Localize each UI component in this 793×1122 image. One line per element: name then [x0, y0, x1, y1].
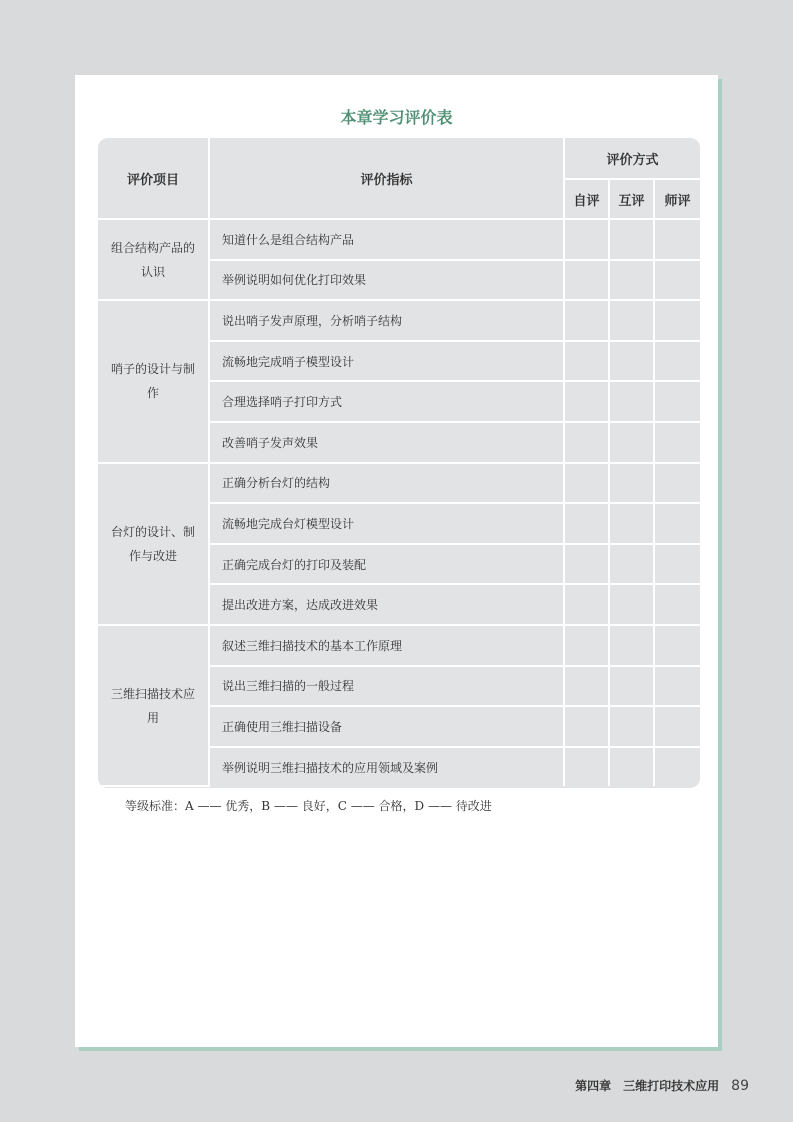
- self-score-cell[interactable]: [564, 747, 609, 787]
- peer-score-cell[interactable]: [609, 625, 654, 666]
- peer-score-cell[interactable]: [609, 666, 654, 707]
- self-score-cell[interactable]: [564, 625, 609, 666]
- self-score-cell[interactable]: [564, 584, 609, 625]
- header-method: 评价方式: [564, 138, 700, 179]
- evaluation-indicator: 流畅地完成哨子模型设计: [209, 341, 564, 382]
- self-score-cell[interactable]: [564, 463, 609, 504]
- evaluation-indicator: 知道什么是组合结构产品: [209, 219, 564, 260]
- table-row: [98, 625, 700, 666]
- footer-chapter: 第四章 三维打印技术应用: [575, 1079, 720, 1093]
- self-score-cell[interactable]: [564, 544, 609, 585]
- teacher-score-cell[interactable]: [654, 219, 700, 260]
- teacher-score-cell[interactable]: [654, 706, 700, 747]
- table-row: [98, 463, 700, 504]
- teacher-score-cell[interactable]: [654, 503, 700, 544]
- evaluation-item: 哨子的设计与制作: [98, 300, 209, 462]
- peer-score-cell[interactable]: [609, 463, 654, 504]
- evaluation-indicator: 合理选择哨子打印方式: [209, 381, 564, 422]
- page-number: 89: [731, 1078, 749, 1094]
- self-score-cell[interactable]: [564, 381, 609, 422]
- teacher-score-cell[interactable]: [654, 463, 700, 504]
- peer-score-cell[interactable]: [609, 544, 654, 585]
- evaluation-indicator: 举例说明如何优化打印效果: [209, 260, 564, 301]
- self-score-cell[interactable]: [564, 706, 609, 747]
- teacher-score-cell[interactable]: [654, 422, 700, 463]
- page-title: 本章学习评价表: [340, 108, 453, 127]
- teacher-score-cell[interactable]: [654, 747, 700, 787]
- evaluation-indicator: 提出改进方案，达成改进效果: [209, 584, 564, 625]
- header-self: 自评: [564, 179, 609, 219]
- evaluation-table-container: [98, 138, 700, 788]
- peer-score-cell[interactable]: [609, 341, 654, 382]
- teacher-score-cell[interactable]: [654, 584, 700, 625]
- evaluation-indicator: 举例说明三维扫描技术的应用领域及案例: [209, 747, 564, 787]
- peer-score-cell[interactable]: [609, 584, 654, 625]
- teacher-score-cell[interactable]: [654, 341, 700, 382]
- evaluation-indicator: 正确完成台灯的打印及装配: [209, 544, 564, 585]
- evaluation-item: 台灯的设计、制作与改进: [98, 463, 209, 625]
- teacher-score-cell[interactable]: [654, 300, 700, 341]
- peer-score-cell[interactable]: [609, 260, 654, 301]
- evaluation-item: 三维扫描技术应用: [98, 625, 209, 786]
- teacher-score-cell[interactable]: [654, 666, 700, 707]
- table-row: [98, 300, 700, 341]
- peer-score-cell[interactable]: [609, 747, 654, 787]
- peer-score-cell[interactable]: [609, 503, 654, 544]
- evaluation-table: [98, 138, 700, 787]
- self-score-cell[interactable]: [564, 300, 609, 341]
- peer-score-cell[interactable]: [609, 706, 654, 747]
- header-teacher: 师评: [654, 179, 700, 219]
- peer-score-cell[interactable]: [609, 381, 654, 422]
- evaluation-indicator: 正确使用三维扫描设备: [209, 706, 564, 747]
- teacher-score-cell[interactable]: [654, 625, 700, 666]
- self-score-cell[interactable]: [564, 422, 609, 463]
- page-footer: [575, 1077, 749, 1094]
- evaluation-indicator: 正确分析台灯的结构: [209, 463, 564, 504]
- evaluation-item: 组合结构产品的认识: [98, 219, 209, 300]
- self-score-cell[interactable]: [564, 503, 609, 544]
- peer-score-cell[interactable]: [609, 422, 654, 463]
- evaluation-indicator: 说出哨子发声原理，分析哨子结构: [209, 300, 564, 341]
- self-score-cell[interactable]: [564, 260, 609, 301]
- peer-score-cell[interactable]: [609, 219, 654, 260]
- grading-standard-note: 等级标准：A —— 优秀，B —— 良好，C —— 合格，D —— 待改进: [125, 799, 492, 813]
- table-row: [98, 219, 700, 260]
- table-body: [98, 219, 700, 786]
- page: [75, 75, 718, 1047]
- self-score-cell[interactable]: [564, 666, 609, 707]
- self-score-cell[interactable]: [564, 219, 609, 260]
- teacher-score-cell[interactable]: [654, 381, 700, 422]
- peer-score-cell[interactable]: [609, 300, 654, 341]
- evaluation-indicator: 说出三维扫描的一般过程: [209, 666, 564, 707]
- evaluation-indicator: 改善哨子发声效果: [209, 422, 564, 463]
- teacher-score-cell[interactable]: [654, 260, 700, 301]
- evaluation-indicator: 叙述三维扫描技术的基本工作原理: [209, 625, 564, 666]
- evaluation-indicator: 流畅地完成台灯模型设计: [209, 503, 564, 544]
- self-score-cell[interactable]: [564, 341, 609, 382]
- header-peer: 互评: [609, 179, 654, 219]
- header-item: 评价项目: [98, 138, 209, 219]
- teacher-score-cell[interactable]: [654, 544, 700, 585]
- header-indicator: 评价指标: [209, 138, 564, 219]
